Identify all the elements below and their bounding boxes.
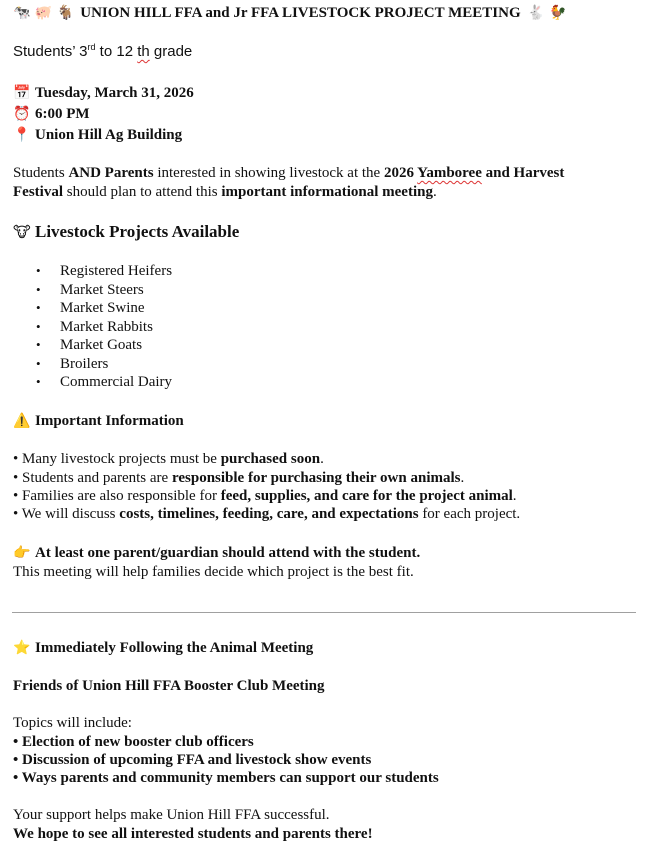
parent-note-text: This meeting will help families decide which project is the best fit.	[13, 564, 414, 580]
intro-paragraph-line1	[13, 164, 564, 182]
intro-bold: Festival	[13, 184, 63, 200]
bullet-text: • Families are also responsible for	[13, 488, 221, 504]
list-item: • Registered Heifers	[0, 262, 172, 281]
bullet-text: • Many livestock projects must be	[13, 451, 221, 467]
important-bullet	[13, 450, 324, 468]
list-item: • Market Goats	[0, 336, 172, 355]
grades-prefix: Students’ 3	[13, 43, 88, 60]
list-item: • Broilers	[0, 355, 172, 374]
projects-list	[0, 262, 172, 392]
star-icon: ⭐	[13, 640, 31, 656]
topic-item: • Election of new booster club officers	[13, 734, 254, 750]
parent-note-heading	[13, 544, 420, 562]
bullet-bold: purchased soon	[220, 451, 321, 467]
document-title	[13, 4, 571, 22]
important-bullet	[13, 505, 520, 523]
event-location-text: Union Hill Ag Building	[35, 127, 183, 143]
intro-text: Students	[13, 165, 69, 181]
cow-face-icon: 🐮	[13, 223, 31, 241]
calendar-icon: 📅	[13, 85, 31, 101]
grades-middle: to 12	[95, 43, 138, 60]
important-bullet	[13, 469, 464, 487]
booster-club-heading: Friends of Union Hill FFA Booster Club Meeting	[13, 678, 325, 694]
list-item: • Commercial Dairy	[0, 373, 172, 392]
list-item: • Market Rabbits	[0, 318, 172, 337]
bullet-text: .	[320, 451, 324, 467]
intro-bold: AND Parents	[68, 165, 154, 181]
following-heading-text: Immediately Following the Animal Meeting	[35, 640, 314, 656]
pointing-hand-icon: 👉	[13, 545, 31, 561]
bullet-text: • Students and parents are	[13, 470, 172, 486]
rooster-icon: 🐓	[549, 5, 567, 21]
bullet-bold: feed, supplies, and care for the project animal	[220, 488, 513, 504]
bullet-bold: costs, timelines, feeding, care, and expectations	[119, 506, 419, 522]
important-heading-text: Important Information	[35, 413, 184, 429]
list-item: • Market Steers	[0, 281, 172, 300]
intro-bold: 2026	[383, 165, 418, 181]
topic-item: • Discussion of upcoming FFA and livestock show events	[13, 752, 372, 768]
goat-icon: 🐐	[56, 5, 74, 21]
closing-text: Your support helps make Union Hill FFA successful.	[13, 807, 330, 823]
event-time	[13, 105, 90, 123]
closing-bold: We hope to see all interested students and parents there!	[13, 826, 373, 842]
grades-line	[13, 43, 192, 61]
cow-icon: 🐄	[13, 5, 31, 21]
event-location	[13, 126, 182, 144]
warning-icon: ⚠️	[13, 413, 31, 429]
event-time-text: 6:00 PM	[35, 106, 90, 122]
intro-text: should plan to attend this	[63, 184, 222, 200]
bullet-bold: responsible for purchasing their own animals	[171, 470, 461, 486]
pig-icon: 🐖	[34, 5, 53, 21]
topic-item: • Ways parents and community members can support our students	[13, 770, 439, 786]
grades-sup: rd	[87, 42, 96, 52]
spellcheck-word[interactable]: Yamboree	[417, 165, 482, 181]
event-date-text: Tuesday, March 31, 2026	[35, 85, 194, 101]
bullet-text: for each project.	[418, 506, 521, 522]
intro-paragraph-line2	[13, 183, 437, 201]
intro-text: .	[432, 184, 437, 200]
projects-heading	[13, 223, 239, 241]
bullet-text: .	[460, 470, 465, 486]
projects-heading-text: Livestock Projects Available	[35, 222, 240, 241]
parent-note-bold: At least one parent/guardian should attend with the student.	[35, 545, 421, 561]
alarm-clock-icon: ⏰	[13, 106, 31, 122]
title-text: UNION HILL FFA and Jr FFA LIVESTOCK PROJECT MEETING	[80, 5, 521, 21]
grades-suffix: grade	[149, 43, 193, 60]
rabbit-icon: 🐇	[527, 5, 545, 21]
intro-bold: and Harvest	[481, 165, 565, 181]
following-heading	[13, 639, 313, 657]
section-divider	[12, 612, 636, 613]
bullet-text: .	[512, 488, 517, 504]
pin-icon: 📍	[13, 127, 31, 143]
important-bullet	[13, 487, 517, 505]
important-heading	[13, 412, 184, 430]
event-date	[13, 84, 194, 102]
list-item: • Market Swine	[0, 299, 172, 318]
bullet-text: • We will discuss	[13, 506, 120, 522]
topics-intro: Topics will include:	[13, 715, 132, 731]
intro-bold: important informational meeting	[221, 184, 433, 200]
spellcheck-word[interactable]: th	[137, 43, 150, 60]
intro-text: interested in showing livestock at the	[153, 165, 384, 181]
